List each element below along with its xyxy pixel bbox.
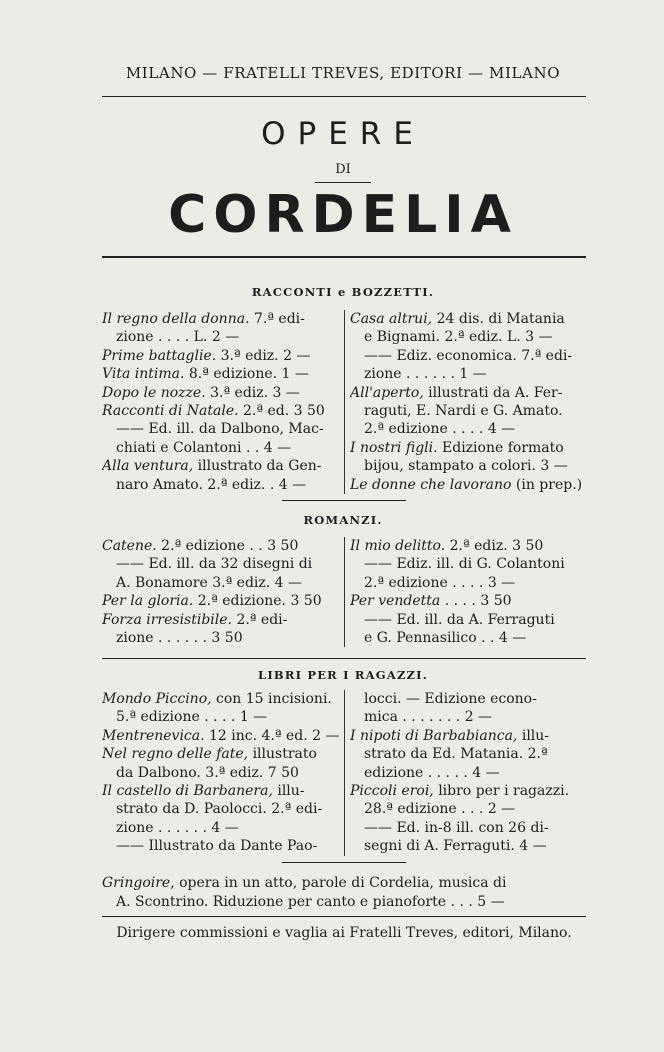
entry-line xyxy=(102,537,342,555)
entry-line xyxy=(102,439,342,457)
entry-detail: e G. Pennasilico . . 4 — xyxy=(364,629,527,646)
entry-line xyxy=(350,420,586,438)
entry-title: Piccoli eroi, xyxy=(350,782,434,799)
entry-detail: —— Illustrato da Dante Pao- xyxy=(116,838,318,855)
entry-line xyxy=(350,782,586,800)
entry-line xyxy=(102,476,342,494)
entry-line xyxy=(102,592,342,610)
entry-line xyxy=(102,782,342,800)
entry-title: I nostri figli. xyxy=(350,439,438,456)
entry-detail: bijou, stampato a colori. 3 — xyxy=(364,458,568,475)
entry-line xyxy=(102,837,342,855)
entry-line xyxy=(102,574,342,592)
entry-line xyxy=(102,819,342,837)
entry-detail: A. Bonamore 3.ª ediz. 4 — xyxy=(116,574,303,591)
entry-title: I nipoti di Barbabianca, xyxy=(350,727,518,744)
ragazzi-right-column xyxy=(350,690,586,856)
entry-line xyxy=(350,328,586,346)
entry-line xyxy=(350,439,586,457)
entry-detail: strato da D. Paolocci. 2.ª edi- xyxy=(116,801,323,818)
entry-line xyxy=(102,800,342,818)
entry-detail: edizione . . . . . 4 — xyxy=(364,764,500,781)
entry-detail: zione . . . . L. 2 — xyxy=(116,329,240,346)
section-rule-1 xyxy=(282,500,406,501)
section-rule-3 xyxy=(282,862,406,863)
entry-line xyxy=(350,611,586,629)
entry-detail: (in prep.) xyxy=(511,476,583,493)
entry-line xyxy=(102,328,342,346)
entry-line xyxy=(102,708,342,726)
ragazzi-left-column xyxy=(102,690,342,856)
gringoire-title: Gringoire xyxy=(102,875,171,891)
entry-title: Racconti di Natale. xyxy=(102,402,239,419)
entry-detail: —— Ed. ill. da Dalbono, Mac- xyxy=(116,421,324,438)
section-rule-2 xyxy=(102,658,586,659)
entry-detail: 2.ª edizione. 3 50 xyxy=(193,593,322,610)
entry-line xyxy=(102,310,342,328)
entry-title: Nel regno delle fate, xyxy=(102,746,249,763)
entry-detail: e Bignami. 2.ª ediz. L. 3 — xyxy=(364,329,553,346)
entry-line xyxy=(102,384,342,402)
entry-line xyxy=(102,690,342,708)
entry-detail: 2.ª edizione . . . . 3 — xyxy=(364,574,516,591)
entry-line xyxy=(102,745,342,763)
entry-title: Vita intima. xyxy=(102,366,185,383)
entry-line xyxy=(350,837,586,855)
romanzi-column-divider xyxy=(344,537,345,647)
section-heading-ragazzi: LIBRI PER I RAGAZZI. xyxy=(258,668,428,682)
entry-detail: locci. — Edizione econo- xyxy=(364,691,537,707)
entry-detail: da Dalbono. 3.ª ediz. 7 50 xyxy=(116,764,299,781)
entry-line xyxy=(350,384,586,402)
entry-line xyxy=(350,727,586,745)
racconti-right-column xyxy=(350,310,586,494)
entry-line xyxy=(350,402,586,420)
entry-line xyxy=(350,365,586,383)
entry-title: Il regno della donna. xyxy=(102,311,250,327)
author-title: CORDELIA xyxy=(168,185,518,245)
entry-detail: naro Amato. 2.ª ediz. . 4 — xyxy=(116,476,307,493)
entry-detail: 3.ª ediz. 3 — xyxy=(205,384,300,401)
gringoire-note xyxy=(102,874,586,912)
ragazzi-column-divider xyxy=(344,690,345,856)
entry-detail: . . . . 3 50 xyxy=(440,593,512,610)
entry-detail: Edizione formato xyxy=(437,439,564,456)
entry-line xyxy=(102,457,342,475)
entry-detail: 2.ª edizione . . 3 50 xyxy=(156,538,299,554)
entry-line xyxy=(350,555,586,573)
entry-detail: —— Ed. in-8 ill. con 26 di- xyxy=(364,819,549,836)
entry-detail: 2.ª edizione . . . . 4 — xyxy=(364,421,516,438)
entry-title: Alla ventura, xyxy=(102,458,194,475)
entry-detail: 24 dis. di Matania xyxy=(432,311,565,327)
entry-line xyxy=(102,420,342,438)
footer-rule xyxy=(102,916,586,917)
entry-detail: zione . . . . . . 1 — xyxy=(364,366,487,383)
entry-detail: —— Ed. ill. da 32 disegni di xyxy=(116,556,313,573)
entry-line xyxy=(350,476,586,494)
entry-detail: —— Ediz. economica. 7.ª edi- xyxy=(364,347,573,364)
romanzi-right-column xyxy=(350,537,586,647)
entry-detail: zione . . . . . . 3 50 xyxy=(116,629,243,646)
entry-detail: zione . . . . . . 4 — xyxy=(116,819,239,836)
entry-title: Per vendetta xyxy=(350,593,441,610)
publisher-header: MILANO — FRATELLI TREVES, EDITORI — MILANO xyxy=(125,64,561,82)
entry-line xyxy=(350,708,586,726)
entry-line xyxy=(350,819,586,837)
entry-detail: chiati e Colantoni . . 4 — xyxy=(116,439,292,456)
entry-detail: con 15 incisioni. xyxy=(211,691,332,707)
entry-detail: strato da Ed. Matania. 2.ª xyxy=(364,746,548,763)
entry-detail: illu- xyxy=(517,727,550,744)
entry-title: Casa altrui, xyxy=(350,311,433,327)
entry-title: Le donne che lavorano xyxy=(350,476,512,493)
title-di: DI xyxy=(335,162,351,177)
entry-detail: 2.ª ed. 3 50 xyxy=(238,402,325,419)
entry-line xyxy=(350,537,586,555)
racconti-column-divider xyxy=(344,310,345,494)
entry-line xyxy=(102,611,342,629)
gringoire-line2: A. Scontrino. Riduzione per canto e pianoforte . . . 5 — xyxy=(116,894,505,910)
entry-detail: mica . . . . . . . 2 — xyxy=(364,709,493,726)
entry-title: Catene. xyxy=(102,538,157,554)
entry-detail: 5.ª edizione . . . . 1 — xyxy=(116,709,268,726)
entry-line xyxy=(350,592,586,610)
entry-title: Dopo le nozze. xyxy=(102,384,206,401)
entry-line xyxy=(350,574,586,592)
entry-line xyxy=(350,347,586,365)
entry-title: Forza irresistibile. xyxy=(102,611,232,628)
entry-detail: 3.ª ediz. 2 — xyxy=(216,347,311,364)
entry-detail: illustrato xyxy=(248,746,317,763)
entry-detail: 8.ª edizione. 1 — xyxy=(184,366,309,383)
entry-line xyxy=(350,800,586,818)
entry-detail: illustrato da Gen- xyxy=(193,458,322,475)
entry-title: Per la gloria. xyxy=(102,593,194,610)
entry-title: Il castello di Barbanera, xyxy=(102,782,273,799)
entry-line xyxy=(102,555,342,573)
entry-line xyxy=(350,457,586,475)
entry-line xyxy=(102,764,342,782)
entry-detail: 2.ª edi- xyxy=(232,611,288,628)
entry-title: Mentrenevica. xyxy=(102,727,205,744)
title-opere: OPERE xyxy=(261,116,425,152)
romanzi-left-column xyxy=(102,537,342,647)
entry-title: Mondo Piccino, xyxy=(102,691,212,707)
entry-detail: 2.ª ediz. 3 50 xyxy=(445,538,544,554)
entry-detail: raguti, E. Nardi e G. Amato. xyxy=(364,402,563,419)
ordering-instructions: Dirigere commissioni e vaglia ai Fratelli Treves, editori, Milano. xyxy=(116,925,572,941)
entry-detail: 7.ª edi- xyxy=(249,311,305,327)
entry-line xyxy=(102,347,342,365)
entry-line xyxy=(350,745,586,763)
entry-detail: segni di A. Ferraguti. 4 — xyxy=(364,838,547,855)
gringoire-line1: , opera in un atto, parole di Cordelia, musica di xyxy=(170,875,507,891)
racconti-left-column xyxy=(102,310,342,494)
entry-line xyxy=(350,764,586,782)
entry-title: All'aperto, xyxy=(350,384,424,401)
entry-detail: libro per i ragazzi. xyxy=(433,782,570,799)
title-rule xyxy=(102,256,586,258)
entry-line xyxy=(350,629,586,647)
entry-line xyxy=(102,365,342,383)
entry-detail: —— Ediz. ill. di G. Colantoni xyxy=(364,556,565,573)
entry-line xyxy=(102,402,342,420)
entry-line xyxy=(102,727,342,745)
entry-title: Prime battaglie. xyxy=(102,347,217,364)
header-rule xyxy=(102,96,586,97)
entry-line xyxy=(350,310,586,328)
entry-detail: 28.ª edizione . . . 2 — xyxy=(364,801,516,818)
section-heading-romanzi: ROMANZI. xyxy=(303,513,383,527)
entry-detail: 12 inc. 4.ª ed. 2 — xyxy=(204,727,340,744)
entry-detail: —— Ed. ill. da A. Ferraguti xyxy=(364,611,555,628)
entry-line xyxy=(350,690,586,708)
entry-detail: illu- xyxy=(272,782,305,799)
entry-detail: illustrati da A. Fer- xyxy=(423,384,563,401)
section-heading-racconti: RACCONTI e BOZZETTI. xyxy=(251,285,435,299)
entry-line xyxy=(102,629,342,647)
entry-title: Il mio delitto. xyxy=(350,538,446,554)
